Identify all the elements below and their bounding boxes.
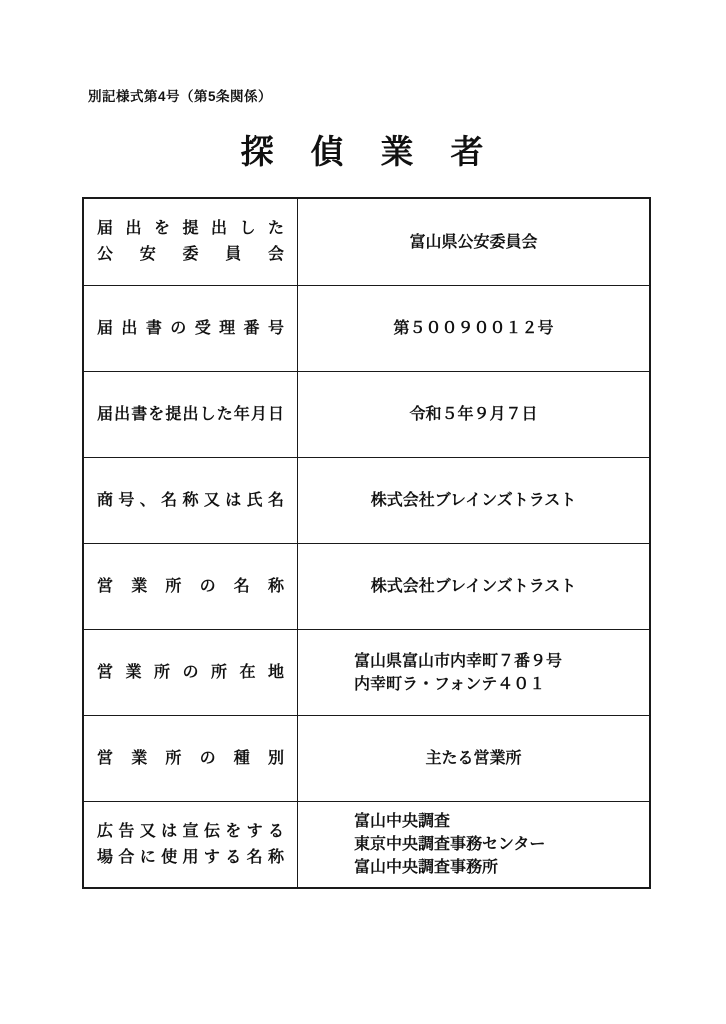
label-line: 商号、名称又は氏名 bbox=[97, 491, 284, 509]
table-row-office-name bbox=[84, 543, 649, 629]
label-line: 広告又は宣伝をする bbox=[97, 822, 284, 840]
label-line: 届出書の受理番号 bbox=[97, 319, 284, 337]
label-line: 届出を提出した bbox=[97, 220, 284, 237]
row-label bbox=[84, 286, 298, 371]
value-line: 令和５年９月７日 bbox=[409, 406, 538, 423]
value-line: 富山県公安委員会 bbox=[409, 233, 538, 251]
value-line: 東京中央調査事務センター bbox=[354, 836, 546, 853]
label-line: 届出書を提出した年月日 bbox=[97, 405, 284, 423]
row-label bbox=[84, 199, 298, 285]
value-line: 株式会社ブレインズトラスト bbox=[370, 578, 577, 595]
value-line: 富山中央調査事務所 bbox=[354, 859, 499, 876]
label-line: 場合に使用する名称 bbox=[97, 848, 284, 866]
row-value bbox=[298, 630, 649, 715]
row-value bbox=[298, 544, 649, 629]
row-label bbox=[84, 716, 298, 801]
form-number-note: 別記様式第4号（第5条関係） bbox=[88, 89, 273, 104]
row-value bbox=[298, 802, 649, 887]
table-row-advertising-names bbox=[84, 801, 649, 887]
row-label bbox=[84, 802, 298, 887]
table-row-receipt-number bbox=[84, 285, 649, 371]
value-line: 内幸町ラ・フォンテ４０１ bbox=[354, 675, 546, 693]
value-line: 富山県富山市内幸町７番９号 bbox=[354, 652, 563, 670]
value-line: 富山中央調査 bbox=[354, 813, 451, 830]
label-line: 営業所の所在地 bbox=[97, 663, 284, 681]
row-label bbox=[84, 372, 298, 457]
value-line: 第５００９００１２号 bbox=[393, 320, 554, 337]
table-row-public-safety-commission bbox=[84, 199, 649, 285]
row-label bbox=[84, 630, 298, 715]
value-line: 主たる営業所 bbox=[425, 750, 522, 767]
table-row-submission-date bbox=[84, 371, 649, 457]
label-line: 営業所の名称 bbox=[97, 577, 284, 595]
table-row-office-type bbox=[84, 715, 649, 801]
table-row-trade-name bbox=[84, 457, 649, 543]
row-label bbox=[84, 458, 298, 543]
row-label bbox=[84, 544, 298, 629]
registration-table bbox=[82, 197, 651, 889]
value-line: 株式会社ブレインズトラスト bbox=[370, 492, 577, 509]
row-value bbox=[298, 458, 649, 543]
label-line: 公安委員会 bbox=[97, 246, 284, 263]
row-value bbox=[298, 199, 649, 285]
label-line: 営業所の種別 bbox=[97, 749, 284, 767]
table-row-office-address bbox=[84, 629, 649, 715]
row-value bbox=[298, 286, 649, 371]
row-value bbox=[298, 372, 649, 457]
page-title: 探 偵 業 者 bbox=[240, 133, 486, 170]
row-value bbox=[298, 716, 649, 801]
